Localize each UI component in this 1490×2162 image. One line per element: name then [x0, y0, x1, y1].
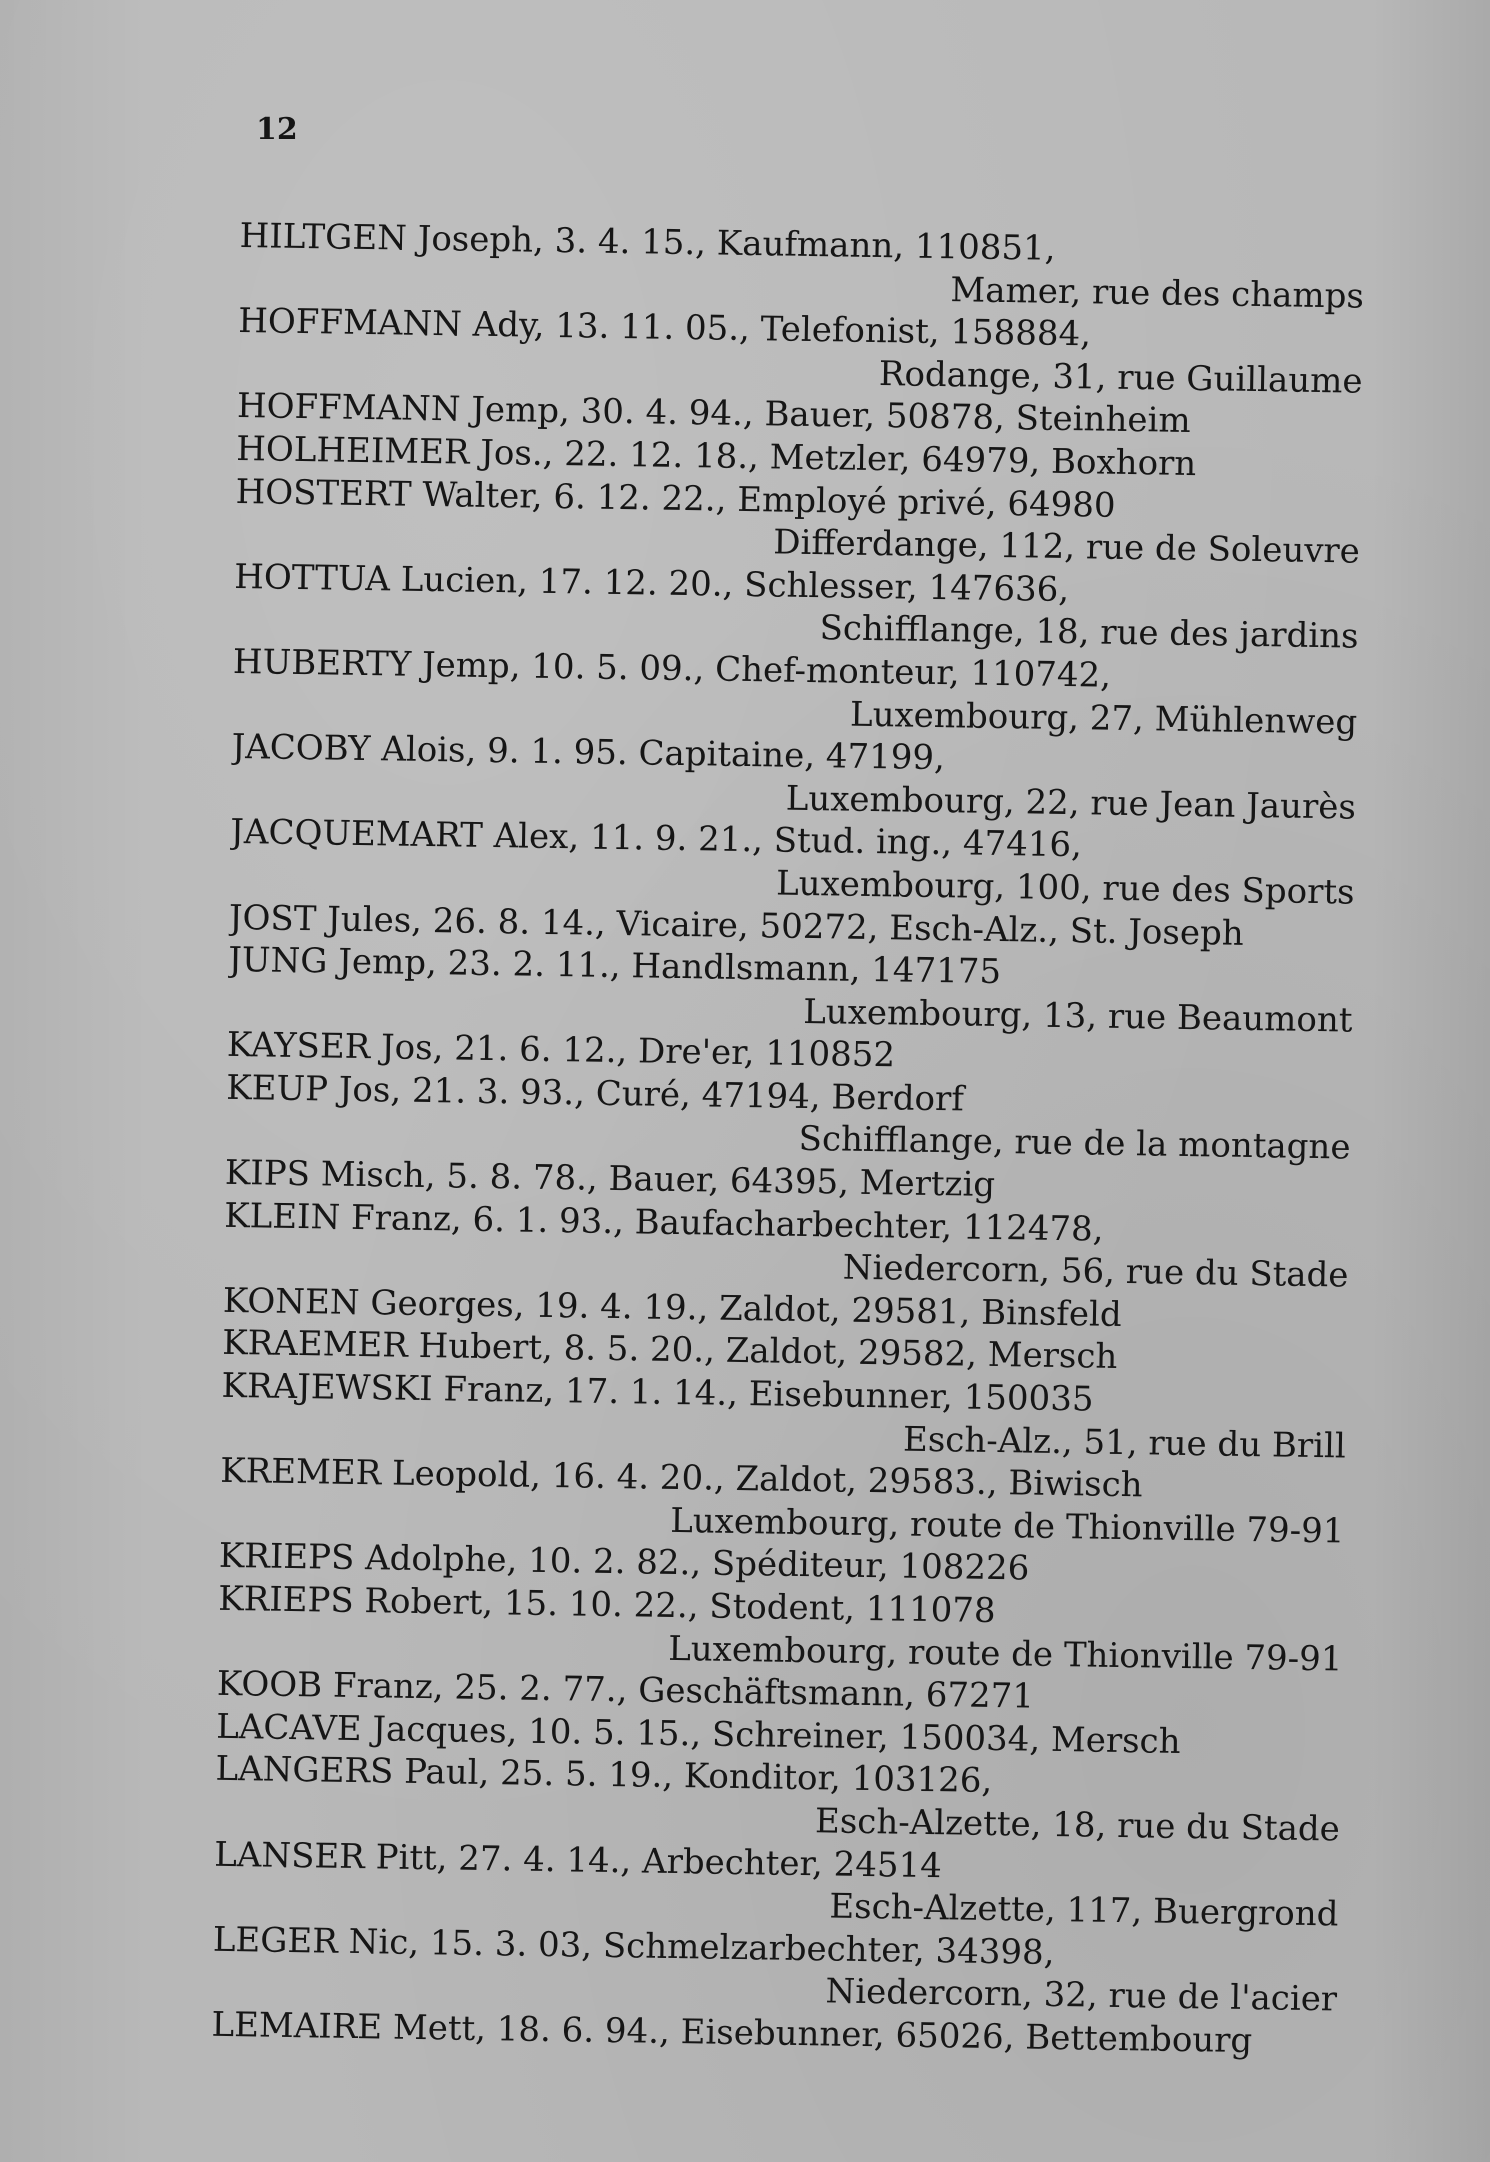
entry-name-line: KRAEMER Hubert, 8. 5. 20., Zaldot, 29582, Mersch — [221, 1323, 1118, 1378]
entry-address-line: Esch-Alzette, 18, rue du Stade — [814, 1801, 1341, 1850]
entry-name-line: HOFFMANN Jemp, 30. 4. 94., Bauer, 50878, Steinheim — [236, 386, 1191, 442]
entry-name-line: KIPS Misch, 5. 8. 78., Bauer, 64395, Mertzig — [224, 1152, 996, 1206]
entry-address-line: Differdange, 112, rue de Soleuvre — [772, 522, 1361, 572]
entry-name-line: KREMER Leopold, 16. 4. 20., Zaldot, 29583., Biwisch — [219, 1451, 1143, 1506]
entry-list — [211, 215, 1365, 2064]
entry-name-line: HOTTUA Lucien, 17. 12. 20., Schlesser, 147636, — [234, 556, 1070, 610]
entry-name-line: KAYSER Jos, 21. 6. 12., Dre'er, 110852 — [226, 1025, 896, 1076]
entry-name-line: LACAVE Jacques, 10. 5. 15., Schreiner, 150034, Mersch — [215, 1706, 1181, 1762]
page-number: 12 — [256, 112, 298, 147]
entry-address-line: Esch-Alzette, 117, Buergrond — [829, 1886, 1339, 1935]
entry-name-line: KONEN Georges, 19. 4. 19., Zaldot, 29581, Binsfeld — [222, 1280, 1123, 1335]
entry-name-line: HILTGEN Joseph, 3. 4. 15., Kaufmann, 110851, — [239, 215, 1056, 269]
entry-address-line: Luxembourg, 22, rue Jean Jaurès — [785, 778, 1357, 828]
entry-address-line: Niedercorn, 32, rue de l'acier — [825, 1971, 1338, 2020]
entry-name-line: KEUP Jos, 21. 3. 93., Curé, 47194, Berdorf — [225, 1067, 965, 1120]
entry-address-line: Rodange, 31, rue Guillaume — [878, 353, 1363, 402]
entry-address-line: Esch-Alz., 51, rue du Brill — [902, 1419, 1347, 1467]
entry-name-line: LEGER Nic, 15. 3. 03, Schmelzarbechter, 34398, — [212, 1919, 1055, 1973]
entry-name-line: KLEIN Franz, 6. 1. 93., Baufacharbechter, 112478, — [223, 1195, 1104, 1250]
entry-name-line: LANSER Pitt, 27. 4. 14., Arbechter, 24514 — [213, 1834, 943, 1886]
entry-address-line: Luxembourg, route de Thionville 79-91 — [667, 1628, 1343, 1680]
entry-name-line: JUNG Jemp, 23. 2. 11., Handlsmann, 147175 — [227, 940, 1002, 993]
entry-address-line: Schifflange, 18, rue des jardins — [819, 608, 1359, 657]
entry-name-line: LEMAIRE Mett, 18. 6. 94., Eisebunner, 65026, Bettembourg — [211, 2004, 1253, 2062]
entry-name-line: HOFFMANN Ady, 13. 11. 05., Telefonist, 158884, — [238, 301, 1092, 355]
entry-name-line: HOLHEIMER Jos., 22. 12. 18., Metzler, 64979, Boxhorn — [236, 428, 1197, 485]
entry-name-line: LANGERS Paul, 25. 5. 19., Konditor, 103126, — [215, 1749, 993, 1802]
entry-address-line: Luxembourg, 13, rue Beaumont — [802, 991, 1353, 1041]
entry-name-line: JACQUEMART Alex, 11. 9. 21., Stud. ing., 47416, — [229, 812, 1083, 866]
entry-name-line: JACOBY Alois, 9. 1. 95. Capitaine, 47199, — [231, 727, 946, 779]
entry-name-line: JOST Jules, 26. 8. 14., Vicaire, 50272, Esch-Alz., St. Joseph — [228, 897, 1244, 954]
entry-address-line: Mamer, rue des champs — [950, 269, 1365, 317]
entry-name-line: KRIEPS Robert, 15. 10. 22., Stodent, 111078 — [217, 1578, 996, 1632]
entry-name-line: KRAJEWSKI Franz, 17. 1. 14., Eisebunner, 150035 — [221, 1365, 1094, 1420]
entry-name-line: KRIEPS Adolphe, 10. 2. 82., Spéditeur, 108226 — [218, 1536, 1030, 1589]
entry-name-line: HOSTERT Walter, 6. 12. 22., Employé privé, 64980 — [235, 471, 1116, 526]
entry-address-line: Luxembourg, route de Thionville 79-91 — [669, 1500, 1345, 1552]
entry-address-line: Luxembourg, 100, rue des Sports — [775, 863, 1355, 913]
entry-address-line: Niedercorn, 56, rue du Stade — [842, 1247, 1349, 1296]
entry-address-line: Schifflange, rue de la montagne — [798, 1119, 1351, 1169]
entry-name-line: KOOB Franz, 25. 2. 77., Geschäftsmann, 67271 — [216, 1664, 1035, 1717]
entry-address-line: Luxembourg, 27, Mühlenweg — [849, 694, 1358, 743]
entry-name-line: HUBERTY Jemp, 10. 5. 09., Chef-monteur, 110742, — [232, 641, 1112, 696]
